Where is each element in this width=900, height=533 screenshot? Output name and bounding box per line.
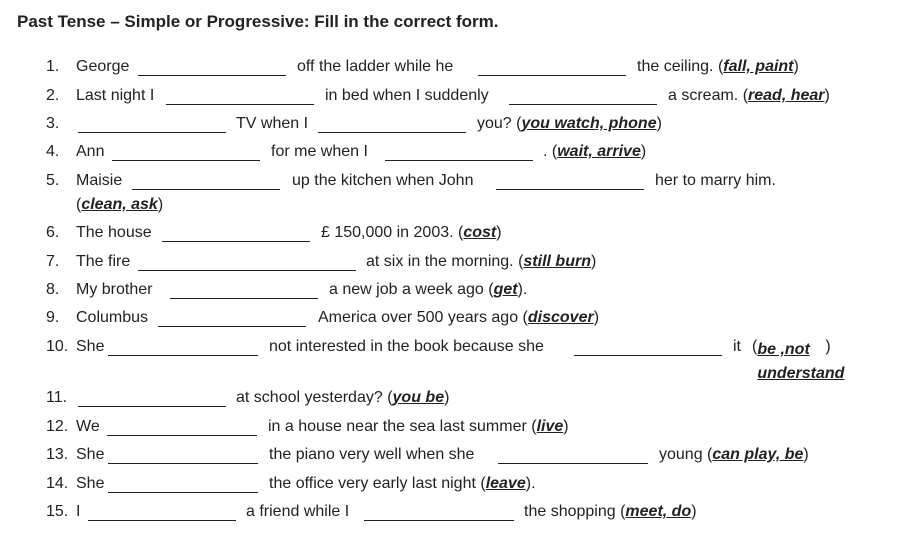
item-text-with-hint: a new job a week ago (get). bbox=[329, 281, 528, 298]
exercise-item bbox=[0, 87, 900, 111]
verb-hint: cost bbox=[463, 224, 497, 241]
verb-hint: fall, paint bbox=[723, 58, 794, 75]
item-number: 5. bbox=[46, 172, 60, 189]
item-text: We bbox=[76, 418, 100, 435]
exercise-item bbox=[0, 309, 900, 333]
exercise-item bbox=[0, 389, 900, 413]
exercise-item bbox=[0, 172, 900, 220]
item-text: Last night I bbox=[76, 87, 155, 104]
item-number: 6. bbox=[46, 224, 60, 241]
item-number: 4. bbox=[46, 143, 60, 160]
answer-blank[interactable] bbox=[108, 355, 258, 356]
answer-blank[interactable] bbox=[162, 241, 310, 242]
answer-blank[interactable] bbox=[78, 132, 226, 133]
item-text: My brother bbox=[76, 281, 153, 298]
exercise-item bbox=[0, 475, 900, 499]
item-number: 2. bbox=[46, 87, 60, 104]
item-text: TV when I bbox=[236, 115, 309, 132]
verb-hint: leave bbox=[485, 475, 526, 492]
item-text-with-hint: the office very early last night (leave). bbox=[269, 475, 536, 492]
item-text: The house bbox=[76, 224, 152, 241]
item-number: 8. bbox=[46, 281, 60, 298]
verb-hint: meet, do bbox=[625, 503, 692, 520]
item-text: Maisie bbox=[76, 172, 123, 189]
verb-hint: live bbox=[536, 418, 564, 435]
verb-hint: wait, arrive bbox=[557, 143, 641, 160]
answer-blank[interactable] bbox=[498, 463, 648, 464]
answer-blank[interactable] bbox=[112, 160, 260, 161]
item-number: 10. bbox=[46, 338, 69, 355]
item-text-with-hint: young (can play, be) bbox=[659, 446, 809, 463]
item-text: George bbox=[76, 58, 130, 75]
answer-blank[interactable] bbox=[509, 104, 657, 105]
verb-hint: discover bbox=[527, 309, 594, 326]
answer-blank[interactable] bbox=[138, 75, 286, 76]
hint-line: (clean, ask) bbox=[76, 196, 164, 213]
answer-blank[interactable] bbox=[108, 492, 258, 493]
item-text: Ann bbox=[76, 143, 105, 160]
exercise-item bbox=[0, 143, 900, 167]
answer-blank[interactable] bbox=[78, 406, 226, 407]
hint-wrapped: (be ,not understand) bbox=[752, 338, 831, 386]
item-text: for me when I bbox=[271, 143, 368, 160]
item-number: 12. bbox=[46, 418, 69, 435]
exercise-item bbox=[0, 58, 900, 82]
verb-hint: can play, be bbox=[712, 446, 804, 463]
item-number: 11. bbox=[46, 389, 68, 406]
item-number: 15. bbox=[46, 503, 69, 520]
item-text-with-hint: at school yesterday? (you be) bbox=[236, 389, 450, 406]
item-text: it bbox=[733, 338, 741, 355]
answer-blank[interactable] bbox=[88, 520, 236, 521]
exercise-item bbox=[0, 418, 900, 442]
item-number: 14. bbox=[46, 475, 69, 492]
answer-blank[interactable] bbox=[138, 270, 356, 271]
item-text: She bbox=[76, 446, 105, 463]
verb-hint: you be bbox=[392, 389, 445, 406]
item-text: She bbox=[76, 338, 105, 355]
item-text-with-hint: at six in the morning. (still burn) bbox=[366, 253, 597, 270]
answer-blank[interactable] bbox=[478, 75, 626, 76]
item-text-with-hint: £ 150,000 in 2003. (cost) bbox=[321, 224, 502, 241]
item-number: 1. bbox=[46, 58, 60, 75]
item-text: not interested in the book because she bbox=[269, 338, 544, 355]
item-text: off the ladder while he bbox=[297, 58, 454, 75]
exercise-item bbox=[0, 503, 900, 527]
item-text-with-hint: you? (you watch, phone) bbox=[477, 115, 662, 132]
item-text: her to marry him. bbox=[655, 172, 776, 189]
verb-hint: be ,not understand bbox=[757, 341, 845, 382]
answer-blank[interactable] bbox=[364, 520, 514, 521]
answer-blank[interactable] bbox=[132, 189, 280, 190]
answer-blank[interactable] bbox=[166, 104, 314, 105]
answer-blank[interactable] bbox=[170, 298, 318, 299]
verb-hint: you watch, phone bbox=[521, 115, 657, 132]
exercise-item bbox=[0, 115, 900, 139]
exercise-item bbox=[0, 338, 900, 386]
item-text-with-hint: the shopping (meet, do) bbox=[524, 503, 697, 520]
exercise-item bbox=[0, 446, 900, 470]
verb-hint: read, hear bbox=[748, 87, 825, 104]
item-text: the piano very well when she bbox=[269, 446, 475, 463]
item-number: 3. bbox=[46, 115, 60, 132]
item-text: a friend while I bbox=[246, 503, 350, 520]
answer-blank[interactable] bbox=[318, 132, 466, 133]
item-number: 7. bbox=[46, 253, 60, 270]
item-text-with-hint: a scream. (read, hear) bbox=[668, 87, 830, 104]
exercise-item bbox=[0, 224, 900, 248]
answer-blank[interactable] bbox=[108, 463, 258, 464]
answer-blank[interactable] bbox=[385, 160, 533, 161]
item-text: The fire bbox=[76, 253, 131, 270]
verb-hint: clean, ask bbox=[81, 196, 158, 213]
item-text: up the kitchen when John bbox=[292, 172, 474, 189]
verb-hint: still burn bbox=[523, 253, 591, 270]
item-number: 9. bbox=[46, 309, 60, 326]
answer-blank[interactable] bbox=[496, 189, 644, 190]
answer-blank[interactable] bbox=[107, 435, 257, 436]
item-text: I bbox=[76, 503, 81, 520]
item-text-with-hint: in a house near the sea last summer (live) bbox=[268, 418, 569, 435]
exercise-item bbox=[0, 281, 900, 305]
item-text-with-hint: America over 500 years ago (discover) bbox=[318, 309, 600, 326]
item-number: 13. bbox=[46, 446, 69, 463]
answer-blank[interactable] bbox=[158, 326, 306, 327]
verb-hint: get bbox=[493, 281, 518, 298]
exercise-item bbox=[0, 253, 900, 277]
item-text-with-hint: . (wait, arrive) bbox=[543, 143, 647, 160]
item-text-with-hint: the ceiling. (fall, paint) bbox=[637, 58, 799, 75]
item-text: Columbus bbox=[76, 309, 149, 326]
answer-blank[interactable] bbox=[574, 355, 722, 356]
worksheet-title: Past Tense – Simple or Progressive: Fill in the correct form. bbox=[17, 12, 499, 31]
item-text: She bbox=[76, 475, 105, 492]
item-text: in bed when I suddenly bbox=[325, 87, 489, 104]
